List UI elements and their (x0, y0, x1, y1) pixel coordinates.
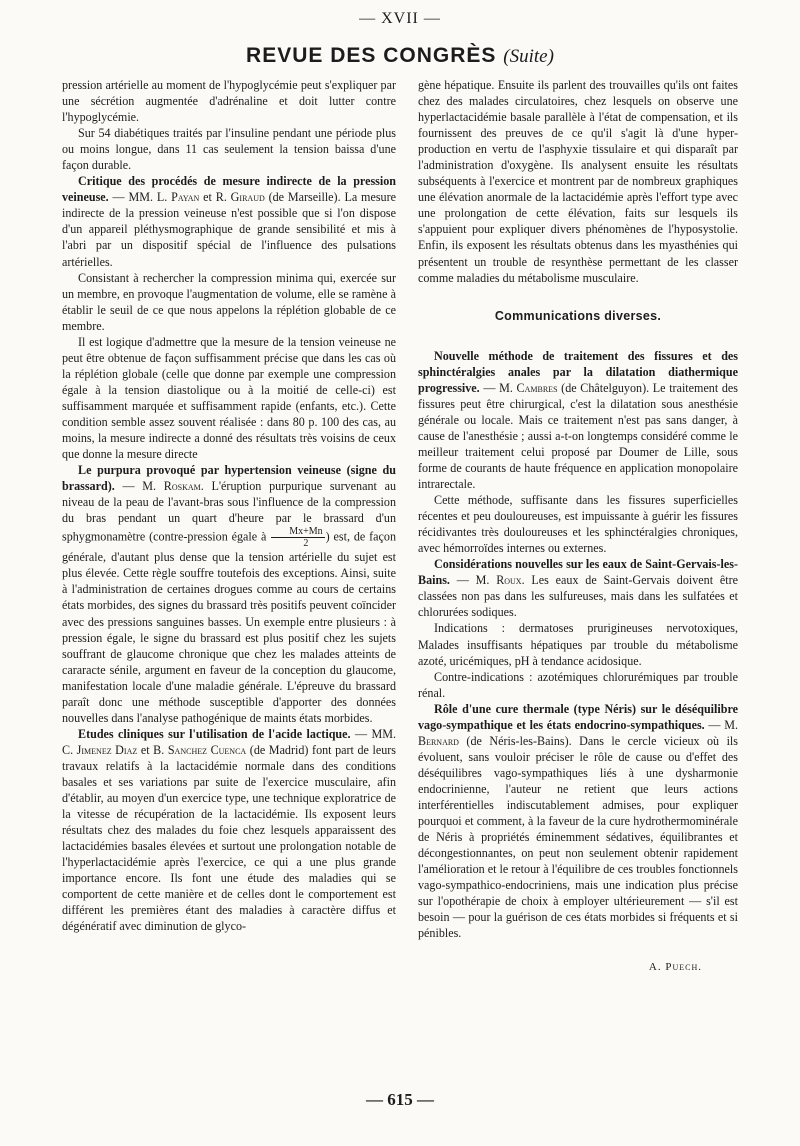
authors-prefix: — M. (479, 380, 517, 395)
article-lactique (62, 726, 396, 935)
author-place: (de Madrid) (246, 742, 309, 757)
left-column (62, 77, 396, 934)
article-title: Le purpura provoqué par hypertension veineuse (signe du brassard). (62, 463, 396, 494)
article-title: Rôle d'une cure thermale (type Néris) sur le déséquilibre vago-sympathique et les états endocrino-sympathiques. (418, 701, 738, 732)
article-body: ) est, de façon générale, d'autant plus dense que la tension artérielle du sujet est plus élevée. Cette règle souffre toutefois des exceptions. Ainsi, suite à l'administration de certaines drogues comme au cours de certains états morbides, des signes du brassard très positifs peuvent coïncider avec des pressions sanguines basses. Un exemple entre plusieurs : à pression égale, le signe du brassard est plus positif chez les sujets souffrant de glaucome chronique que chez les malades atteints de cararacte sénile, argument en faveur de la conception du glaucome, manifestation locale d'une maladie générale. L'épreuve du brassard paraît donc une méthode susceptible d'apporter des données nouvelles dans l'analyse pathogénique de maints états morbides. (62, 529, 396, 725)
paragraph: pression artérielle au moment de l'hypoglycémie peut s'expliquer par une sécrétion augmentée d'adrénaline et doit lutter contre l'hypoglycémie. (62, 78, 396, 125)
journal-header (0, 44, 800, 68)
page-number: — 615 — (366, 1090, 434, 1109)
article-body: Dans le cercle vicieux où ils évoluent, sans vouloir préciser le rôle de cause ou d'effet des déséquilibres vago-sympathiques liés à une dysharmonie endocrinienne, l'auteur ne retient que leurs actions interférentielles indiscutablement admises, pour expliquer pourquoi et comment, à la faveur de la cure hydrothermominérale de Néris à propriétés éminemment sédatives, équilibrantes et décongestionnantes, on peut non seulement obtenir rapidement l'amélioration et le retour à l'équilibre de ces troubles fonctionnels vago-sympathico-endocriniens, mais une indication plus précise sur l'opothérapie de choix à employer ultérieurement — s'il est besoin — pour la guérison de ces états morbides si fréquents et si pénibles. (418, 733, 738, 941)
author-name: L. Payan (156, 190, 200, 205)
article-body: . Les eaux de Saint-Gervais doivent être classées non pas dans les sulfureuses, mais dans les sulfatées et chlorurées sodiques. (418, 573, 738, 620)
author-name: B. Sanchez Cuenca (153, 742, 247, 757)
author-name: Roskam (163, 479, 201, 494)
article-title: Considérations nouvelles sur les eaux de Saint-Gervais-les-Bains. (418, 557, 738, 588)
author-name: R. Giraud (215, 190, 265, 205)
author-place: (de Châtelguyon). (557, 380, 650, 395)
author-place: (de Néris-les-Bains). (458, 733, 572, 748)
author-place: (de Marseille). (264, 190, 341, 205)
fraction-formula (271, 526, 324, 549)
article-title: Nouvelle méthode de traitement des fissures et des sphinctéralgies anales par la dilatation diathermique progressive. (418, 348, 738, 395)
author-name: C. Jimenez Diaz (62, 742, 138, 757)
article-body: Le traitement des fissures peut être chirurgical, c'est la dilatation sous anesthésie générale ou locale. Mais ce traitement n'est pas sans danger, à cause de l'anesthésie ; aussi a-t-on longtemps considéré comme le meilleur traitement celui proposé par Doumer de Lille, sous forme de courants de haute fréquence en application monopolaire intrarectale. (418, 380, 738, 492)
article-title: Etudes cliniques sur l'utilisation de l'acide lactique. (78, 726, 351, 741)
article-critique (62, 173, 396, 269)
conjunction: et (137, 742, 154, 757)
paragraph: Il est logique d'admettre que la mesure de la tension veineuse ne peut être obtenue de façon suffisamment précise que dans les cas où la réplétion globale (celle que donne par exemple une compression égale à la tension diastolique ou à la moitié de celle-ci) est suffisamment marquée et suffisamment rapide (enfants, etc.). Cette condition semble assez souvent réalisée : dans 80 p. 100 des cas, au moins, la mesure indirecte a donné des résultats très voisins de ceux que donne la mesure directe (62, 334, 396, 462)
author-name: Roux (496, 573, 522, 588)
authors-prefix: — MM. (350, 726, 396, 741)
authors-prefix: — M. (704, 717, 739, 732)
paragraph: gène hépatique. Ensuite ils parlent des trouvailles qu'ils ont faites chez des malades circulatoires, chez lesquels on observe une hyperlactacidémie basale parallèle à l'état de compensation, et ils fournissent des preuves de ce qu'il s'agit là d'une hyper-production en vertu de l'asphyxie tissulaire et qui disparaît par l'administration d'oxygène. Ils analysent ensuite les résultats subséquents à l'exercice et montrent par de nombreux graphiques une élévation anormale de la lactacidémie après l'effort type avec une prolongation de cette élévation, faits sur lesquels ils s'appuient pour expliquer divers phénomènes de l'hyposystolie. Enfin, ils exposent les résultats obtenus dans les myasthénies qui présentent un trouble de resynthèse permettant de les classer comme maladies du métabolisme musculaire. (418, 78, 738, 285)
paragraph: Sur 54 diabétiques traités par l'insuline pendant une période plus ou moins longue, dans 11 cas seulement la tension baissa d'une façon durable. (62, 126, 396, 173)
article-fissures (418, 348, 738, 492)
conjunction: et (199, 190, 216, 205)
authors-prefix: — MM. (108, 190, 157, 205)
section-heading: Communications diverses. (494, 308, 662, 323)
signature: A. Puech. (648, 961, 702, 974)
authors-prefix: — M. (114, 479, 164, 494)
fraction-numerator: Mx+Mn (271, 526, 324, 538)
article-body: font part de leurs travaux relatifs à la lactacidémie normale dans des conditions basales et ses variations par suite de l'exercice musculaire, afin d'établir, au moyen d'un exercice type, une technique exploratrice de la vitesse de récupération de la lactacidémie. Ils exposent leurs résultats chez des malades du foie chez lesquels apparaissent des lactacidémies basales élevées et surtout une prolongation notable de l'hyperlactacidémie après l'exercice, ce qui a une plus grande importance encore. Ils font une étude des maladies qui se comportent de cette manière et de celles dont le comportement est différent les premières étant des maladies à caractère diffus et dégénératif avec diminution de glyco- (62, 742, 396, 934)
article-purpura (62, 462, 396, 726)
author-name: Cambres (516, 380, 558, 395)
author-name: Bernard (418, 733, 459, 748)
article-neris (418, 701, 738, 942)
right-column (418, 77, 738, 975)
paragraph: Cette méthode, suffisante dans les fissures superficielles récentes et peu douloureuses, est impuissante à guérir les fissures récidivantes très douloureuses et les sphinctéralgies chroniques, avec hémorroïdes internes ou externes. (418, 493, 738, 556)
article-body: La mesure indirecte de la pression veineuse n'est possible que si l'on dispose d'un appareil pléthysmographique de grande sensibilité et mis à l'abri par un dispositif spécial de l'influence des pulsations artérielles. (62, 190, 396, 269)
paragraph: Consistant à rechercher la compression minima qui, exercée sur un membre, en provoque l'augmentation de volume, elle se ramène à établir le seuil de ce que nous appelons la réplétion globable de ce membre. (62, 270, 396, 333)
indications: Indications : dermatoses prurigineuses nervotoxiques, Malades insuffisants hépatiques par trouble du métabolisme azoté, uricémiques, pH à tendance acidosique. (418, 621, 738, 668)
header-suite: (Suite) (503, 46, 554, 67)
article-body: . L'éruption purpurique survenant au niveau de la peau de l'avant-bras sous l'influence de la compression du bras pendant un quart d'heure par le brassard d'un sphygmonamètre (contre-pression égale à (62, 479, 396, 544)
article-title: Critique des procédés de mesure indirecte de la pression veineuse. (62, 174, 396, 205)
fraction-denominator: 2 (303, 538, 309, 550)
header-title: REVUE DES CONGRÈS (246, 44, 497, 67)
article-saint-gervais (418, 556, 738, 620)
page-roman-numeral: — XVII — (359, 10, 441, 27)
contre-indications: Contre-indications : azotémiques chlorurémiques par trouble rénal. (418, 669, 738, 700)
authors-prefix: — M. (449, 573, 497, 588)
